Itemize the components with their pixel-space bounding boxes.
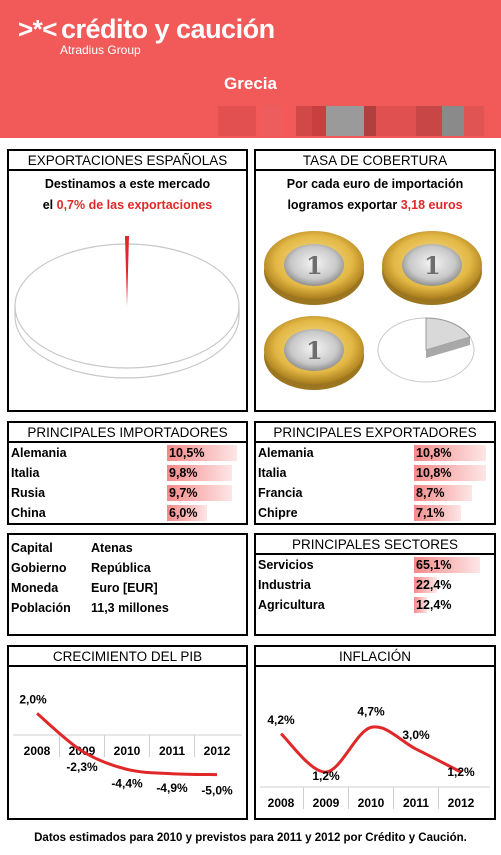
cobertura-prefix: logramos exportar: [287, 198, 401, 212]
cobertura-line2: [256, 195, 494, 216]
data-label: -5,0%: [201, 783, 233, 798]
row-label: Servicios: [258, 558, 314, 572]
table-row: [256, 443, 494, 463]
decor-stripe: [364, 106, 376, 136]
panel-title: PRINCIPALES SECTORES: [256, 535, 494, 555]
datos-list: [9, 538, 246, 618]
pib-chart: [9, 669, 246, 820]
row-label: Francia: [258, 486, 303, 500]
table-row: [256, 483, 494, 503]
table-row: [256, 463, 494, 483]
brand-logo: [18, 14, 275, 57]
data-label: 1,2%: [312, 769, 340, 784]
x-tick-label: 2009: [68, 744, 96, 758]
exportadores-list: [256, 443, 494, 523]
info-value: Euro [EUR]: [91, 581, 158, 595]
table-row: [256, 555, 494, 575]
info-row: [9, 578, 246, 598]
x-tick-label: 2011: [402, 796, 430, 810]
x-tick-label: 2012: [447, 796, 475, 810]
panel-title: PRINCIPALES EXPORTADORES: [256, 423, 494, 443]
data-label: 3,0%: [402, 728, 430, 743]
header-banner: [0, 0, 501, 138]
decor-stripe: [296, 106, 312, 136]
decor-stripe: [326, 106, 364, 136]
info-key: Moneda: [11, 581, 59, 595]
row-label: Chipre: [258, 506, 298, 520]
exportaciones-value: 0,7% de las exportaciones: [56, 198, 213, 212]
table-row: [9, 443, 246, 463]
brand-subtitle: Atradius Group: [60, 43, 141, 57]
info-row: [9, 558, 246, 578]
row-label: Agricultura: [258, 598, 325, 612]
decor-stripe: [262, 106, 282, 136]
footer-note: Datos estimados para 2010 y previstos para 2011 y 2012 por Crédito y Caución.: [34, 832, 467, 844]
importadores-list: [9, 443, 246, 523]
chart-title: INFLACIÓN: [256, 647, 494, 667]
export-pie-slice: [125, 236, 129, 306]
row-value: 8,7%: [416, 486, 445, 500]
svg-text:1: 1: [306, 251, 323, 280]
decor-stripe: [312, 106, 326, 136]
row-value: 10,5%: [169, 446, 205, 460]
data-label: -4,4%: [111, 776, 143, 791]
info-row: [9, 598, 246, 618]
info-row: [9, 538, 246, 558]
decor-stripe: [218, 106, 256, 136]
row-value: 22,4%: [416, 578, 452, 592]
euro-coins: [256, 219, 494, 409]
table-row: [9, 463, 246, 483]
table-row: [256, 575, 494, 595]
panel-title: EXPORTACIONES ESPAÑOLAS: [9, 151, 246, 171]
chart-title: CRECIMIENTO DEL PIB: [9, 647, 246, 667]
table-row: [9, 483, 246, 503]
decor-stripe: [464, 106, 484, 136]
info-key: Capital: [11, 541, 53, 555]
sectores-panel: [254, 533, 496, 636]
row-label: Alemania: [258, 446, 314, 460]
cobertura-line1: Por cada euro de importación: [286, 177, 464, 191]
row-value: 9,7%: [169, 486, 198, 500]
table-row: [256, 595, 494, 615]
panel-title: PRINCIPALES IMPORTADORES: [9, 423, 246, 443]
cobertura-panel: [254, 149, 496, 412]
cobertura-value: 3,18 euros: [400, 198, 463, 212]
exportaciones-panel: [7, 149, 248, 412]
row-value: 7,1%: [416, 506, 445, 520]
euro-coin-icon: [264, 316, 364, 390]
brand-name: crédito y caución: [61, 14, 275, 44]
x-tick-label: 2008: [23, 744, 51, 758]
data-label: 1,2%: [447, 765, 475, 780]
exportaciones-prefix: el: [42, 198, 57, 212]
importadores-panel: [7, 421, 248, 525]
inflacion-panel: [254, 645, 496, 820]
row-label: Alemania: [11, 446, 67, 460]
x-tick-label: 2011: [158, 744, 186, 758]
pib-panel: [7, 645, 248, 820]
country-title: Grecia: [224, 74, 277, 93]
row-label: China: [11, 506, 46, 520]
row-value: 9,8%: [169, 466, 198, 480]
row-label: Italia: [258, 466, 287, 480]
exportaciones-line2: [9, 195, 246, 216]
svg-text:1: 1: [306, 336, 323, 365]
data-label: -2,3%: [66, 760, 98, 774]
partial-coin-icon: [378, 318, 474, 382]
data-label: 2,0%: [19, 692, 47, 707]
x-tick-label: 2008: [267, 796, 295, 810]
row-value: 65,1%: [416, 558, 452, 572]
info-value: República: [91, 561, 151, 575]
row-value: 6,0%: [169, 506, 198, 520]
table-row: [256, 503, 494, 523]
row-value: 10,8%: [416, 466, 452, 480]
inflacion-chart: [256, 669, 494, 820]
export-pie-chart: [9, 226, 246, 406]
brand-mark-icon: >*<: [18, 14, 57, 44]
decor-stripe: [442, 106, 464, 136]
info-key: Gobierno: [11, 561, 67, 575]
panel-title: TASA DE COBERTURA: [256, 151, 494, 171]
x-tick-label: 2010: [113, 744, 141, 758]
svg-text:1: 1: [424, 251, 441, 280]
series-line: [281, 727, 461, 772]
decor-stripe: [416, 106, 442, 136]
data-label: 4,2%: [267, 712, 295, 727]
euro-coin-icon: [382, 231, 482, 305]
exportadores-panel: [254, 421, 496, 525]
x-tick-label: 2012: [203, 744, 231, 758]
info-key: Población: [11, 601, 71, 615]
exportaciones-line1: Destinamos a este mercado: [44, 177, 211, 191]
row-label: Italia: [11, 466, 40, 480]
euro-coin-icon: [264, 231, 364, 305]
x-tick-label: 2010: [357, 796, 385, 810]
x-tick-label: 2009: [312, 796, 340, 810]
decor-stripe: [376, 106, 416, 136]
table-row: [9, 503, 246, 523]
info-value: Atenas: [91, 541, 133, 555]
info-value: 11,3 millones: [91, 601, 169, 615]
row-value: 10,8%: [416, 446, 452, 460]
row-value: 12,4%: [416, 598, 452, 612]
sectores-list: [256, 555, 494, 615]
row-label: Industria: [258, 578, 311, 592]
datos-panel: [7, 533, 248, 636]
row-label: Rusia: [11, 486, 46, 500]
data-label: -4,9%: [156, 780, 188, 795]
data-label: 4,7%: [357, 704, 385, 719]
